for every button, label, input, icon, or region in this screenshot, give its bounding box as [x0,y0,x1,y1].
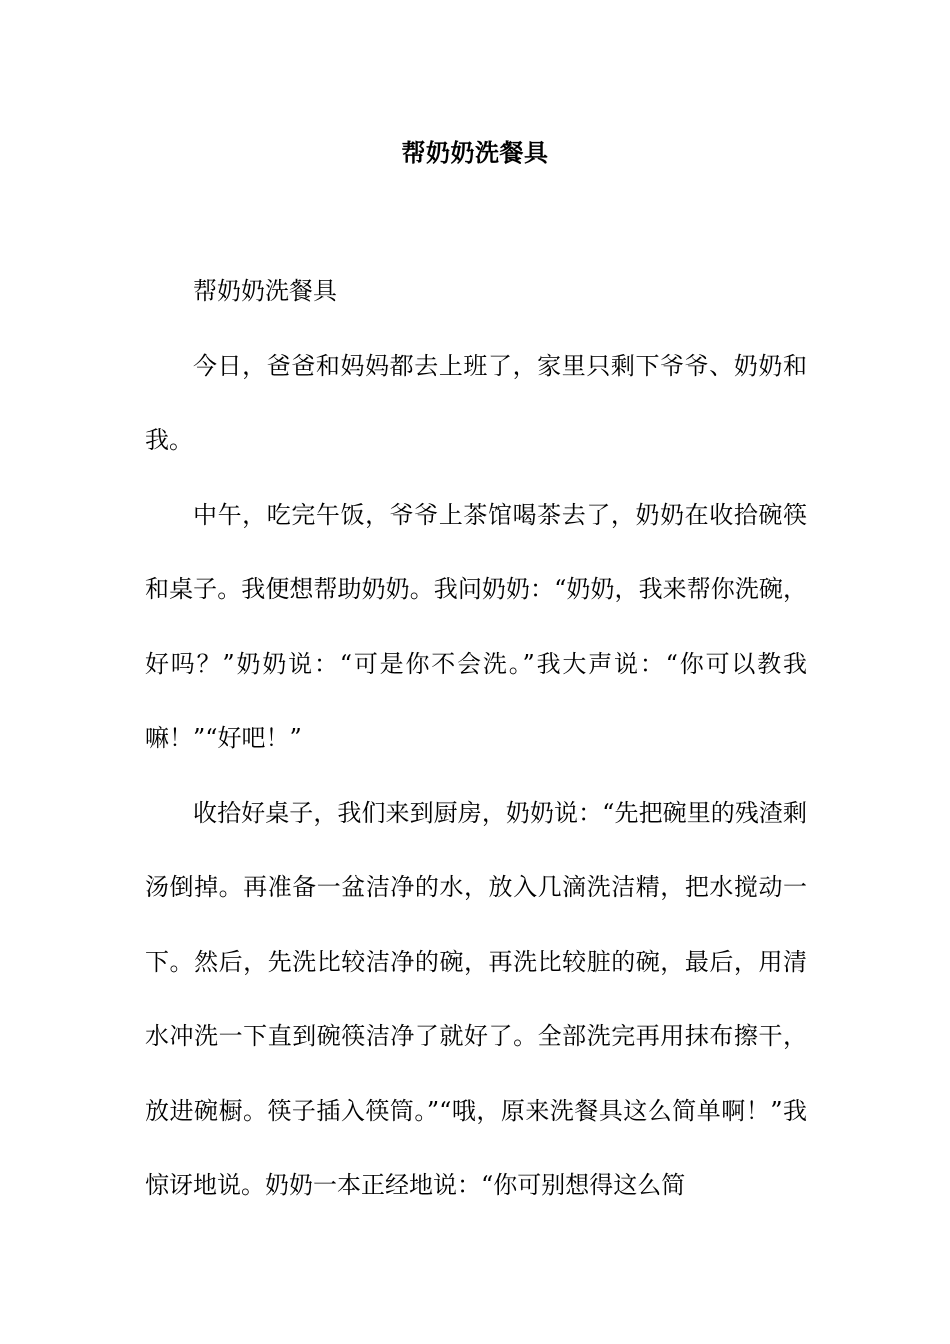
paragraph-heading: 帮奶奶洗餐具 [193,277,337,305]
document-title: 帮奶奶洗餐具 [401,138,549,167]
document-body [145,254,807,1223]
paragraph: 今日，爸爸和妈妈都去上班了，家里只剩下爷爷、奶奶和我。 [145,351,807,454]
paragraph: 收拾好桌子，我们来到厨房，奶奶说：“先把碗里的残渣剩汤倒掉。再准备一盆洁净的水，放入几滴洗洁精，把水搅动一下。然后，先洗比较洁净的碗，再洗比较脏的碗，最后，用清水冲洗一下直到碗筷洁净了就好了。全部洗完再用抹布擦干，放进碗橱。筷子插入筷筒。”“哦，原来洗餐具这么简单啊！”我惊讶地说。奶奶一本正经地说：“你可别想得这么简 [145,798,807,1199]
paragraph: 中午，吃完午饭，爷爷上茶馆喝茶去了，奶奶在收拾碗筷和桌子。我便想帮助奶奶。我问奶奶：“奶奶，我来帮你洗碗，好吗？”奶奶说：“可是你不会洗。”我大声说：“你可以教我嘛！”“好吧！” [145,500,807,752]
